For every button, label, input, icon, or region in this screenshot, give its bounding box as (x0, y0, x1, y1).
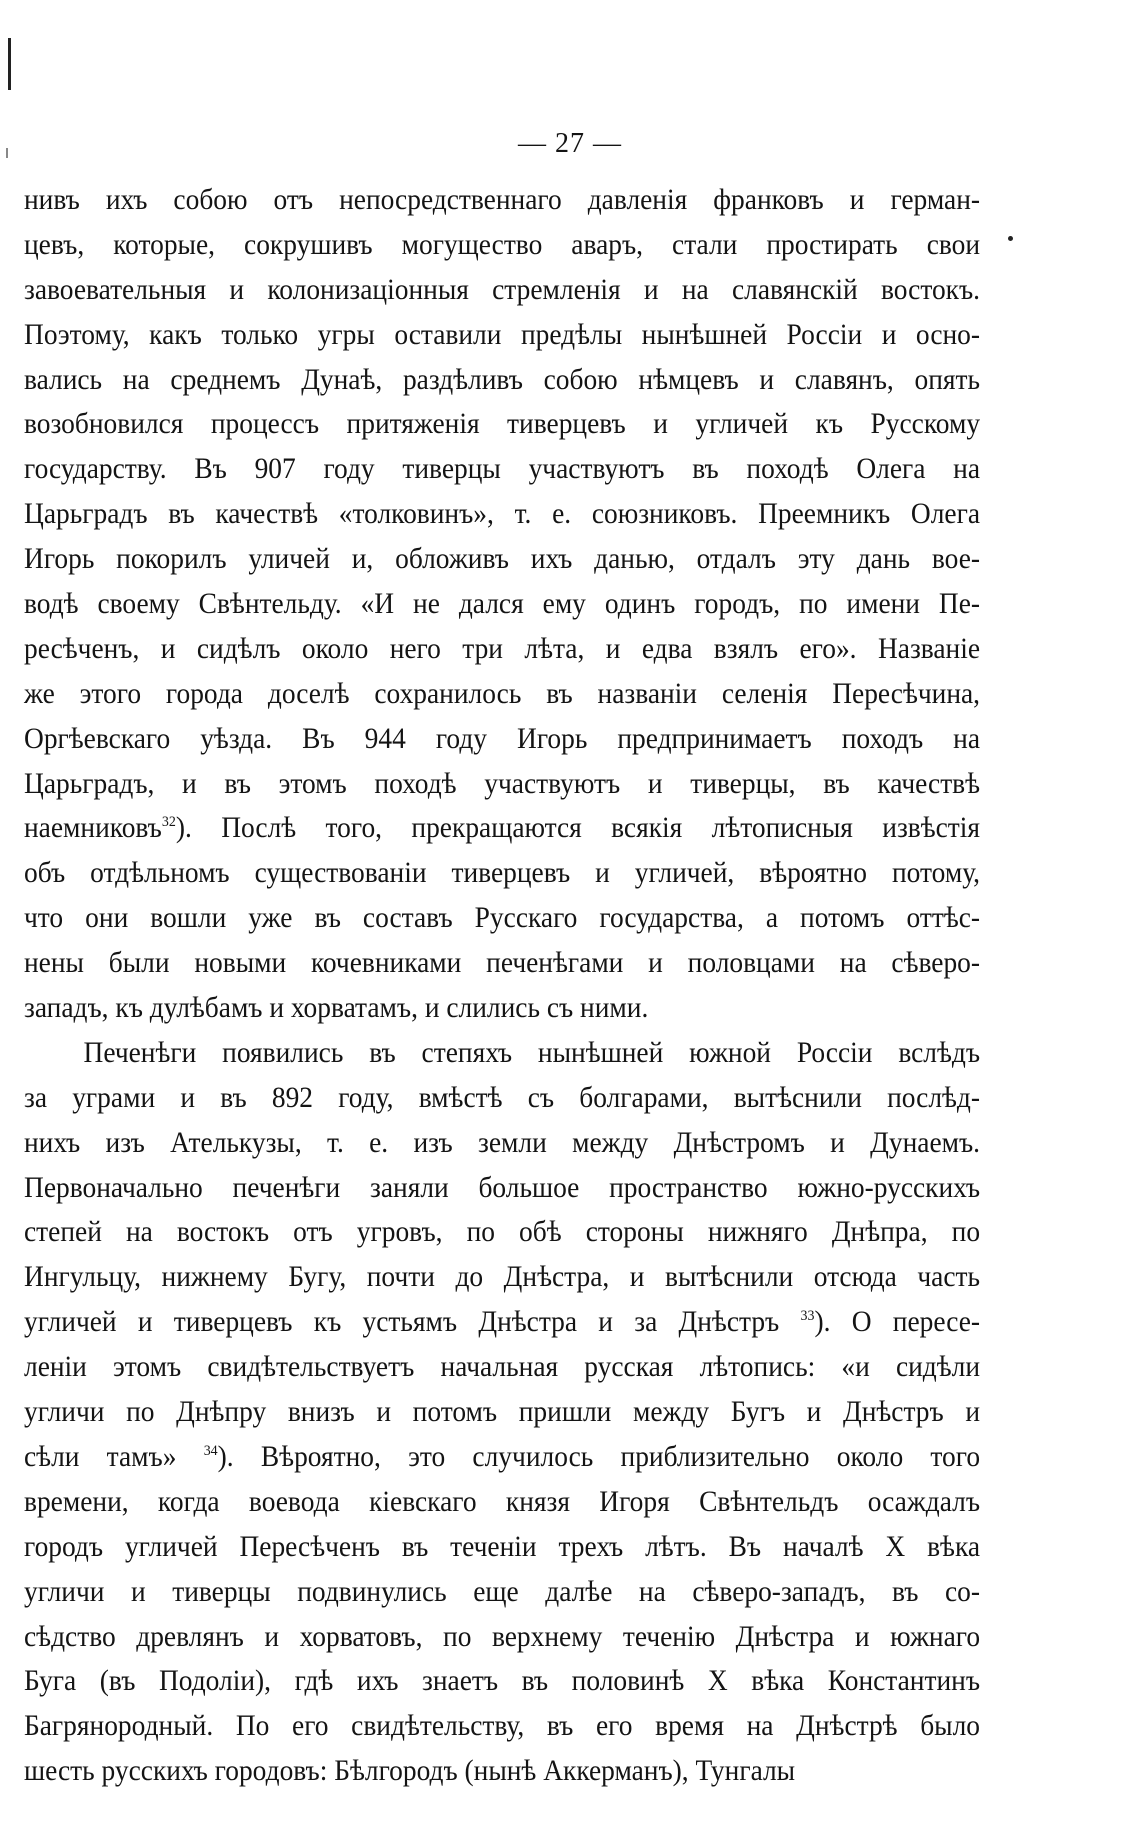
text-line (24, 806, 980, 851)
text-line (24, 1749, 980, 1794)
line-text: государству. Въ 907 году тиверцы участвуютъ въ походѣ Олега на (24, 453, 981, 486)
line-text: вались на среднемъ Дунаѣ, раздѣливъ собою нѣмцевъ и славянъ, опять (24, 363, 981, 396)
text-line (24, 1480, 980, 1525)
line-text: городъ угличей Пересѣченъ въ теченіи трехъ лѣтъ. Въ началѣ X вѣка (24, 1530, 981, 1563)
text-line (24, 986, 980, 1031)
line-text: Поэтому, какъ только угры оставили предѣлы нынѣшней Россіи и осно- (24, 318, 981, 351)
text-line (24, 223, 980, 268)
text-line (24, 1390, 980, 1435)
text-line (24, 1166, 980, 1211)
line-text: наемниковъ (24, 812, 162, 845)
text-line (24, 1435, 980, 1480)
footnote-marker: 33 (800, 1308, 815, 1325)
line-text: западъ, къ дулѣбамъ и хорватамъ, и слились съ ними. (24, 992, 649, 1025)
text-line (24, 717, 980, 762)
text-line (24, 402, 980, 447)
line-text: объ отдѣльномъ существованіи тиверцевъ и угличей, вѣроятно потому, (24, 857, 981, 890)
text-line (24, 1121, 980, 1166)
text-line (24, 672, 980, 717)
page-number: — 27 — (518, 128, 622, 159)
paragraph (24, 1031, 980, 1794)
text-line (24, 941, 980, 986)
text-line (24, 1525, 980, 1570)
line-text: Печенѣги появились въ степяхъ нынѣшней южной Россіи вслѣдъ (83, 1036, 981, 1069)
text-line (24, 178, 980, 223)
line-text: водѣ своему Свѣнтельду. «И не дался ему одинъ городъ, по имени Пе- (24, 588, 981, 621)
line-text-continued: ). О пересе- (814, 1306, 981, 1339)
text-line (24, 627, 980, 672)
footnote-marker: 32 (161, 814, 176, 831)
line-text-continued: ). Вѣроятно, это случилось приблизительно около того (217, 1440, 981, 1473)
line-text: времени, когда воевода кіевскаго князя Игоря Свѣнтельдъ осаждалъ (24, 1485, 981, 1518)
line-text: нены были новыми кочевниками печенѣгами и половцами на сѣверо- (24, 947, 981, 980)
text-line (24, 1345, 980, 1390)
body-text (24, 178, 980, 1794)
line-text: за уграми и въ 892 году, вмѣстѣ съ болгарами, вытѣснили послѣд- (24, 1081, 981, 1114)
line-text: угличей и тиверцевъ къ устьямъ Днѣстра и за Днѣстръ (24, 1306, 801, 1339)
text-line (24, 762, 980, 807)
line-text: Ингульцу, нижнему Бугу, почти до Днѣстра, и вытѣснили отсюда часть (24, 1261, 981, 1294)
line-text: Первоначально печенѣги заняли большое пространство южно-русскихъ (24, 1171, 981, 1204)
line-text-continued: ). Послѣ того, прекращаются всякія лѣтописныя извѣстія (175, 812, 981, 845)
line-text: ресѣченъ, и сидѣлъ около него три лѣта, и едва взялъ его». Названіе (24, 632, 981, 665)
line-text: шесть русскихъ городовъ: Бѣлгородъ (нынѣ Аккерманъ), Тунгалы (24, 1755, 796, 1788)
footnote-marker: 34 (203, 1442, 218, 1459)
text-line (24, 268, 980, 313)
line-text: что они вошли уже въ составъ Русскаго государства, а потомъ оттѣс- (24, 902, 981, 935)
text-line (24, 447, 980, 492)
line-text: Царьградъ, и въ этомъ походѣ участвуютъ и тиверцы, въ качествѣ (24, 767, 981, 800)
line-text: нихъ изъ Ателькузы, т. е. изъ земли между Днѣстромъ и Дунаемъ. (24, 1126, 981, 1159)
text-line (24, 492, 980, 537)
line-text: Буга (въ Подоліи), гдѣ ихъ знаетъ въ половинѣ X вѣка Константинъ (24, 1665, 981, 1698)
text-line (24, 896, 980, 941)
line-text: Игорь покорилъ уличей и, обложивъ ихъ данью, отдалъ эту дань вое- (24, 543, 981, 576)
line-text: же этого города доселѣ сохранилось въ названіи селенія Пересѣчина, (24, 677, 981, 710)
line-text: сѣли тамъ» (24, 1440, 204, 1473)
line-text: Царьградъ въ качествѣ «толковинъ», т. е. союзниковъ. Преемникъ Олега (24, 498, 981, 531)
line-text: угличи по Днѣпру внизъ и потомъ пришли между Бугъ и Днѣстръ и (24, 1396, 981, 1429)
line-text: нивъ ихъ собою отъ непосредственнаго давленія франковъ и герман- (24, 184, 981, 216)
text-line (24, 851, 980, 896)
text-line (24, 1570, 980, 1615)
line-text: леніи этомъ свидѣтельствуетъ начальная русская лѣтопись: «и сидѣли (24, 1351, 981, 1384)
line-text: угличи и тиверцы подвинулись еще далѣе на сѣверо-западъ, въ со- (24, 1575, 981, 1608)
text-line (24, 358, 980, 403)
line-text: цевъ, которые, сокрушивъ могущество аваръ, стали простирать свои (24, 228, 981, 261)
line-text: возобновился процессъ притяженія тиверцевъ и угличей къ Русскому (24, 408, 981, 441)
page-edge-mark (8, 38, 11, 90)
text-line (24, 1615, 980, 1660)
margin-dot (1008, 236, 1013, 241)
text-line (24, 1076, 980, 1121)
paragraph (24, 178, 980, 1031)
text-line (24, 1031, 980, 1076)
text-line (24, 313, 980, 358)
text-line (24, 1659, 980, 1704)
text-line (24, 1255, 980, 1300)
text-line (24, 537, 980, 582)
text-line (24, 1704, 980, 1749)
text-line (24, 582, 980, 627)
text-line (24, 1300, 980, 1345)
line-text: Багрянородный. По его свидѣтельству, въ его время на Днѣстрѣ было (24, 1710, 981, 1743)
text-line (24, 1210, 980, 1255)
line-text: завоевательныя и колонизаціонныя стремленія и на славянскій востокъ. (24, 273, 981, 306)
line-text: степей на востокъ отъ угровъ, по обѣ стороны нижняго Днѣпра, по (24, 1216, 981, 1249)
line-text: сѣдство древлянъ и хорватовъ, по верхнему теченію Днѣстра и южнаго (24, 1620, 981, 1653)
line-text: Оргѣевскаго уѣзда. Въ 944 году Игорь предпринимаетъ походъ на (24, 722, 981, 755)
